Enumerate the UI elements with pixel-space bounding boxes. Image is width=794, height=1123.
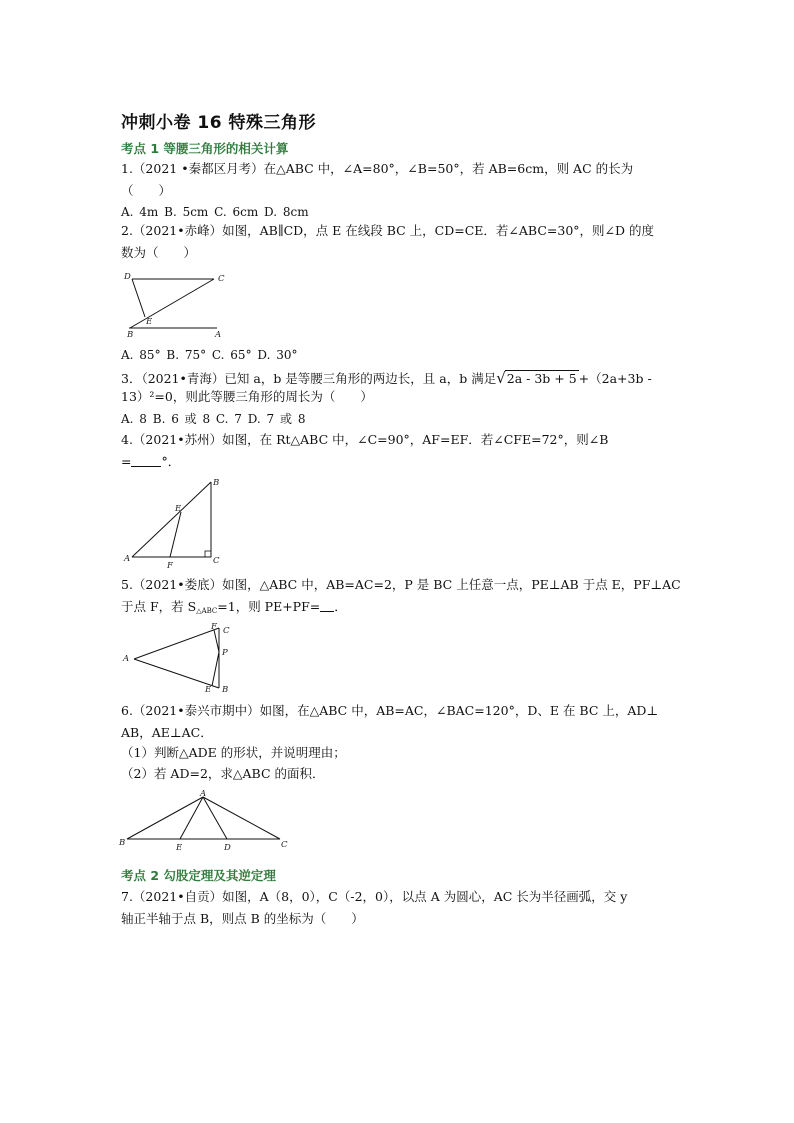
sqrt-sign-icon: √: [496, 369, 506, 387]
q4-segment-ab: [132, 482, 211, 557]
q4-text-line1: 4.（2021•苏州）如图，在 Rt△ABC 中，∠C=90°，AF=EF．若∠CFE=72°，则∠B: [121, 432, 609, 447]
q2-figure: [118, 268, 230, 340]
q1-text-line1: 1.（2021 •秦都区月考）在△ABC 中，∠A=80°，∠B=50°，若 AB=6cm，则 AC 的长为: [121, 161, 634, 176]
q5-label-p: P: [222, 648, 228, 658]
q5-segment-pe: [212, 652, 219, 686]
q6-text-line2: AB，AE⊥AC．: [121, 725, 213, 740]
right-angle-icon: [205, 551, 211, 557]
q5-text-line2-a: 于点 F，若 S: [121, 599, 197, 614]
q5-text-line1: 5.（2021•娄底）如图，△ABC 中，AB=AC=2，P 是 BC 上任意一点，PE⊥AB 于点 E，PF⊥AC: [121, 577, 681, 592]
q5-figure: [118, 619, 242, 695]
q6-part-1: （1）判断△ADE 的形状，并说明理由；: [121, 745, 346, 760]
q2-segment-cb: [130, 279, 214, 328]
q6-label-c: C: [281, 840, 288, 850]
q3-text-line1-a: 3．（2021•青海）已知 a，b 是等腰三角形的两边长，且 a，b 满足: [121, 371, 497, 386]
q1-options: A. 4m B. 5cm C. 6cm D. 8cm: [121, 205, 309, 219]
q3-text-line1: [121, 368, 652, 389]
q5-text-line2: [121, 597, 347, 621]
q5-label-b: B: [222, 685, 229, 695]
q5-label-a: A: [123, 654, 130, 664]
q5-segment-ac: [134, 628, 219, 659]
q2-options: A. 85° B. 75° C. 65° D. 30°: [121, 348, 298, 362]
page-title: 冲刺小卷 16 特殊三角形: [121, 113, 316, 133]
q4-label-e: E: [175, 504, 182, 514]
q5-text-line2-b: =1，则 PE+PF=: [217, 599, 321, 614]
q6-label-d: D: [224, 843, 231, 853]
q4-degree-suffix: °．: [161, 454, 181, 469]
q6-text-line1: 6.（2021•泰兴市期中）如图，在△ABC 中，AB=AC，∠BAC=120°，D、E 在 BC 上，AD⊥: [121, 703, 659, 718]
q2-segment-de: [132, 279, 145, 317]
q5-answer-blank: [320, 599, 334, 612]
q5-segment-pf: [214, 630, 219, 652]
q3-text-line1-b: +（2a+3b -: [578, 371, 652, 386]
q2-text-line1: 2.（2021•赤峰）如图，AB∥CD，点 E 在线段 BC 上，CD=CE．若∠ABC=30°，则∠D 的度: [121, 223, 655, 238]
q4-answer-blank: [131, 454, 161, 467]
q6-part-2: （2）若 AD=2，求△ABC 的面积．: [121, 766, 325, 781]
q7-text-line2: 轴正半轴于点 B，则点 B 的坐标为（ ）: [121, 911, 364, 926]
q2-label-c: C: [218, 274, 225, 284]
q2-label-a: A: [215, 330, 222, 340]
q5-label-e: E: [205, 685, 212, 695]
q4-label-b: B: [213, 478, 220, 488]
q1-text-line2: （ ）: [121, 183, 172, 198]
q5-area-subscript: △ABC: [196, 607, 218, 615]
q4-figure: [118, 475, 222, 571]
q4-text-line2: [121, 452, 180, 472]
section-heading-2: 考点 2 勾股定理及其逆定理: [121, 868, 276, 883]
q6-label-b: B: [119, 838, 126, 848]
q4-label-a: A: [124, 554, 131, 564]
q6-label-e: E: [176, 843, 183, 853]
q3-sqrt-expression: 2a - 3b + 5: [506, 371, 577, 386]
q4-label-c: C: [213, 556, 220, 566]
section-heading-1: 考点 1 等腰三角形的相关计算: [121, 141, 289, 156]
q4-label-f: F: [167, 561, 173, 571]
q5-text-line2-c: ．: [334, 599, 347, 614]
q5-label-f: F: [211, 622, 217, 632]
q2-label-b: B: [127, 330, 134, 340]
q5-segment-ab: [134, 659, 219, 688]
q6-figure: [116, 788, 292, 854]
q3-options: A. 8 B. 6 或 8 C. 7 D. 7 或 8: [121, 412, 306, 426]
q6-label-a: A: [200, 789, 207, 799]
q5-label-c: C: [223, 626, 230, 636]
q2-label-d: D: [124, 272, 131, 282]
q4-equals: =: [121, 454, 132, 469]
q2-text-line2: 数为（ ）: [121, 245, 197, 260]
q3-text-line2: 13）²=0，则此等腰三角形的周长为（ ）: [121, 389, 373, 404]
q2-label-e: E: [146, 317, 153, 327]
q7-text-line1: 7.（2021•自贡）如图，A（8，0），C（-2，0），以点 A 为圆心，AC 长为半径画弧，交 y: [121, 889, 628, 904]
